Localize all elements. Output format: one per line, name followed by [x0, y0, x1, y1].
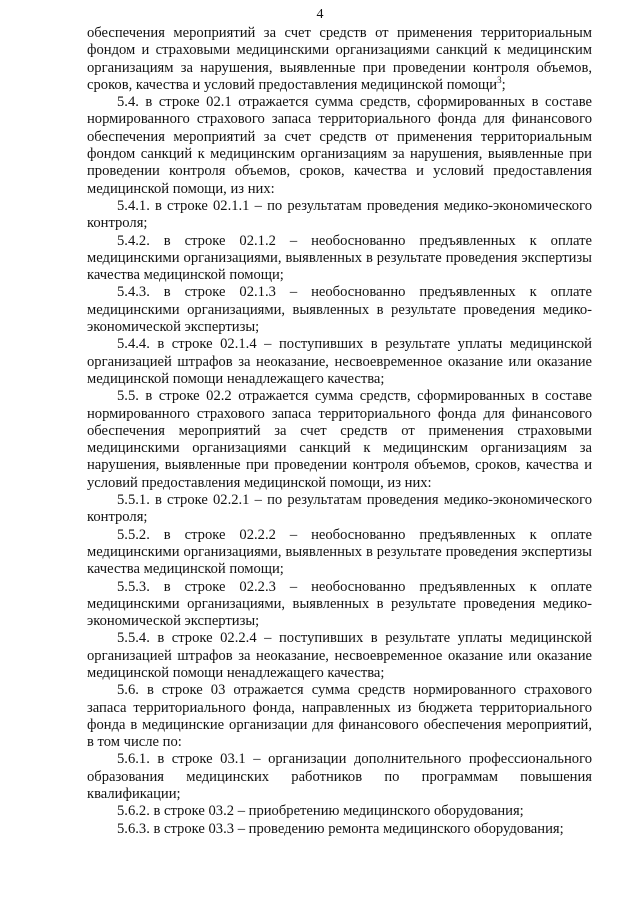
- paragraph-5-4: 5.4. в строке 02.1 отражается сумма средств, сформированных в составе нормированного страхового запаса территориального фонда для финансового обеспечения мероприятий за счет средств от применения территориальным фондом санкций к медицинским организациям за нарушения, выявленные при проведении контроля объемов, сроков, качества и условий предоставления медицинской помощи, из них:: [87, 94, 592, 197]
- paragraph-5-5-2: 5.5.2. в строке 02.2.2 – необоснованно предъявленных к оплате медицинскими организациями, выявленных в результате проведения экспертизы качества медицинской помощи;: [87, 526, 592, 578]
- paragraph-5-4-3: 5.4.3. в строке 02.1.3 – необоснованно предъявленных к оплате медицинскими организациями, выявленных в результате проведения медико-экономической экспертизы;: [87, 284, 592, 336]
- paragraph-continuation: [87, 25, 592, 94]
- footnote-mark: 3: [497, 75, 502, 86]
- paragraph-5-6-1: 5.6.1. в строке 03.1 – организации дополнительного профессионального образования медицинских работников по программам повышения квалификации;: [87, 751, 592, 803]
- paragraph-end: ;: [501, 76, 506, 93]
- paragraph-5-6-3: 5.6.3. в строке 03.3 – проведению ремонта медицинского оборудования;: [117, 820, 564, 837]
- paragraph-5-6: 5.6. в строке 03 отражается сумма средств нормированного страхового запаса территориального фонда, направленных из бюджета территориального фонда в медицинские организации для финансового обеспечения мероприятий, в том числе по:: [87, 682, 592, 751]
- paragraph-5-4-4: 5.4.4. в строке 02.1.4 – поступивших в результате уплаты медицинской организацией штрафов за неоказание, несвоевременное оказание или оказание медицинской помощи ненадлежащего качества;: [87, 336, 592, 387]
- paragraph-5-5: 5.5. в строке 02.2 отражается сумма средств, сформированных в составе нормированного страхового запаса территориального фонда для финансового обеспечения мероприятий за счет средств от применения страховыми медицинскими организациями санкций к медицинским организациям за нарушения, выявленные при проведении контроля объемов, сроков, качества и условий предоставления медицинской помощи, из них:: [87, 388, 592, 491]
- paragraph-5-5-4: 5.5.4. в строке 02.2.4 – поступивших в результате уплаты медицинской организацией штрафов за неоказание, несвоевременное оказание или оказание медицинской помощи ненадлежащего качества;: [87, 630, 592, 681]
- document-body: [87, 25, 592, 838]
- paragraph-text: обеспечения мероприятий за счет средств от применения территориальным фондом и страховыми медицинскими организациями санкций к медицинским организациям за нарушения, выявленные при проведении контроля объемов, сроков, качества и условий предоставления медицинской помощи: [87, 25, 592, 93]
- paragraph-5-6-2: 5.6.2. в строке 03.2 – приобретению медицинского оборудования;: [117, 803, 524, 820]
- paragraph-5-5-3: 5.5.3. в строке 02.2.3 – необоснованно предъявленных к оплате медицинскими организациями, выявленных в результате проведения медико-экономической экспертизы;: [87, 578, 592, 630]
- paragraph-5-5-1: 5.5.1. в строке 02.2.1 – по результатам проведения медико-экономического контроля;: [87, 492, 592, 526]
- paragraph-5-4-2: 5.4.2. в строке 02.1.2 – необоснованно предъявленных к оплате медицинскими организациями, выявленных в результате проведения экспертизы качества медицинской помощи;: [87, 232, 592, 284]
- page-number: 4: [316, 7, 324, 22]
- paragraph-5-4-1: 5.4.1. в строке 02.1.1 – по результатам проведения медико-экономического контроля;: [87, 197, 592, 232]
